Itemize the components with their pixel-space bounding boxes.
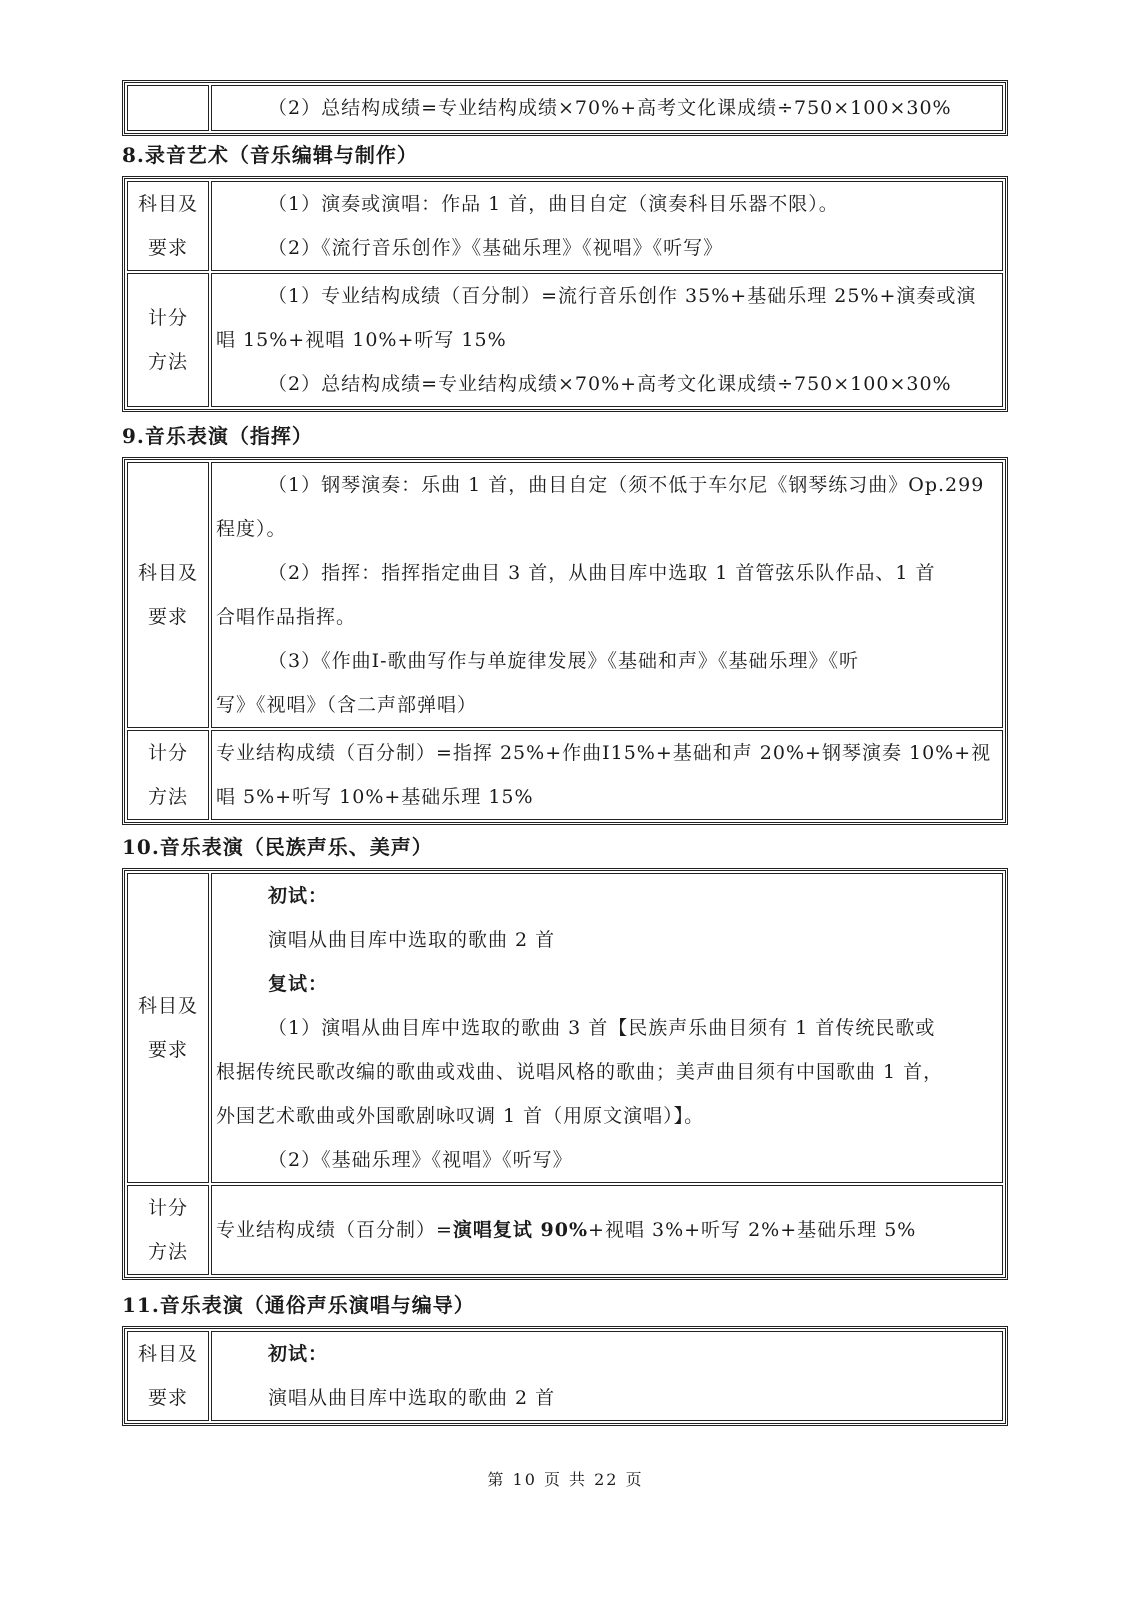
text-line: （1）专业结构成绩（百分制）=流行音乐创作 35%+基础乐理 25%+演奏或演 [268,285,977,307]
text-line: 外国艺术歌曲或外国歌剧咏叹调 1 首（用原文演唱）】。 [216,1105,705,1127]
row-label [127,462,209,728]
row-label [127,730,209,820]
label-line: 科目及 [137,995,198,1017]
text-line: （2）总结构成绩=专业结构成绩×70%+高考文化课成绩÷750×100×30% [268,373,952,395]
table-section-11 [122,1326,1008,1426]
label-line: 方法 [147,786,188,808]
text-line: （2）《基础乐理》《视唱》《听写》 [268,1149,573,1171]
text-line [216,1208,998,1252]
section-heading-10: 10.音乐表演（民族声乐、美声） [122,835,433,859]
table-row [127,462,1003,728]
row-content [211,1331,1003,1421]
row-content [211,273,1003,407]
row-content [211,462,1003,728]
table-row [127,730,1003,820]
text-line-bold: 初试： [268,1343,329,1365]
label-line: 要求 [147,606,188,628]
row-content [211,85,1003,131]
row-content [211,730,1003,820]
section-heading-9: 9.音乐表演（指挥） [122,424,313,448]
label-line: 计分 [147,1197,188,1219]
section-heading-11: 11.音乐表演（通俗声乐演唱与编导） [122,1293,475,1317]
text-line: （1）演唱从曲目库中选取的歌曲 3 首【民族声乐曲目须有 1 首传统民歌或 [268,1017,936,1039]
text-line: 程度）。 [216,518,287,540]
label-line: 要求 [147,1039,188,1061]
label-line: 计分 [147,307,188,329]
label-line: 方法 [147,1241,188,1263]
text-line: 写》《视唱》（含二声部弹唱） [216,694,478,716]
text-line: 唱 15%+视唱 10%+听写 15% [216,329,507,351]
label-line: 科目及 [137,193,198,215]
label-line: 科目及 [137,562,198,584]
row-label [127,873,209,1183]
row-label [127,273,209,407]
text-line: （3）《作曲Ⅰ-歌曲写作与单旋律发展》《基础和声》《基础乐理》《听 [268,650,860,672]
text-line: （2）《流行音乐创作》《基础乐理》《视唱》《听写》 [268,237,724,259]
label-line: 要求 [147,1387,188,1409]
table-row [127,1331,1003,1421]
label-line: 科目及 [137,1343,198,1365]
row-label [127,1185,209,1275]
row-content [211,1185,1003,1275]
text-line: 唱 5%+听写 10%+基础乐理 15% [216,786,534,808]
text-line: 演唱从曲目库中选取的歌曲 2 首 [268,1387,556,1409]
text-line: 根据传统民歌改编的歌曲或戏曲、说唱风格的歌曲；美声曲目须有中国歌曲 1 首， [216,1061,944,1083]
text-span-bold: 演唱复试 90% [452,1219,589,1241]
text-line: 演唱从曲目库中选取的歌曲 2 首 [268,929,556,951]
table-row [127,181,1003,271]
text-span: 专业结构成绩（百分制）= [216,1219,453,1241]
text-line-bold: 复试： [268,973,329,995]
table-section-9 [122,457,1008,825]
table-row [127,273,1003,407]
table-row [127,1185,1003,1275]
text-line: （2）指挥：指挥指定曲目 3 首，从曲目库中选取 1 首管弦乐队作品、1 首 [268,562,936,584]
row-label [127,1331,209,1421]
table-section-10 [122,868,1008,1280]
table-top-partial [122,80,1008,136]
page-footer: 第 10 页 共 22 页 [487,1470,644,1489]
row-content [211,873,1003,1183]
text-line: （1）演奏或演唱：作品 1 首，曲目自定（演奏科目乐器不限）。 [268,193,839,215]
row-label-empty [127,85,209,131]
text-line-bold: 初试： [268,885,329,907]
text-line: 专业结构成绩（百分制）=指挥 25%+作曲Ⅰ15%+基础和声 20%+钢琴演奏 10%+视 [216,742,992,764]
text-span: +视唱 3%+听写 2%+基础乐理 5% [588,1219,917,1241]
table-row [127,873,1003,1183]
row-content [211,181,1003,271]
table-row [127,85,1003,131]
label-line: 方法 [147,351,188,373]
text-line: （2）总结构成绩=专业结构成绩×70%+高考文化课成绩÷750×100×30% [268,97,952,119]
label-line: 要求 [147,237,188,259]
text-line: （1）钢琴演奏：乐曲 1 首，曲目自定（须不低于车尔尼《钢琴练习曲》Op.299 [268,474,985,496]
table-section-8 [122,176,1008,412]
label-line: 计分 [147,742,188,764]
text-line: 合唱作品指挥。 [216,606,357,628]
section-heading-8: 8.录音艺术（音乐编辑与制作） [122,143,418,167]
row-label [127,181,209,271]
